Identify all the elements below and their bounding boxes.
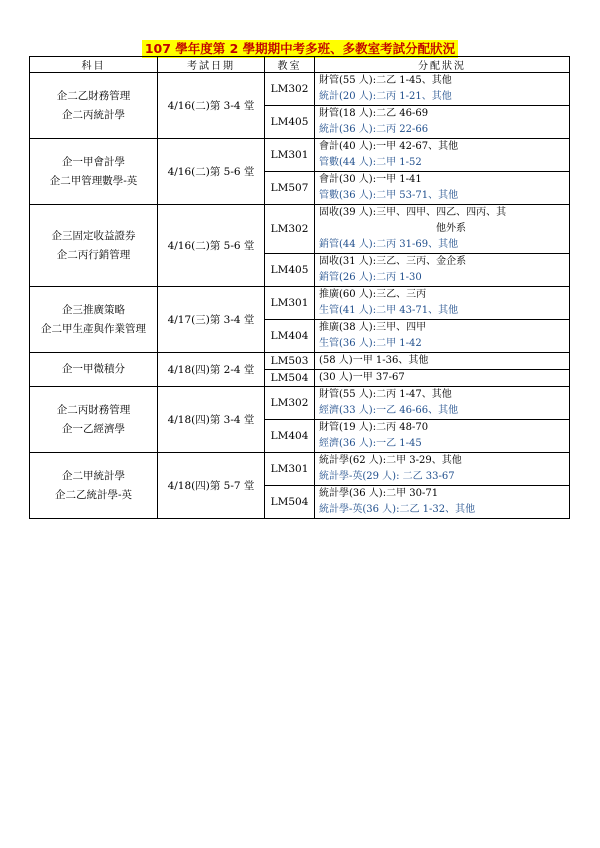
allocation-line: 推廣(60 人):三乙、三丙	[319, 289, 427, 300]
subject-name: 企二甲統計學	[62, 469, 125, 482]
allocation-line: 經濟(33 人):一乙 46-66、其他	[319, 405, 459, 416]
header-subject: 科目	[30, 57, 158, 73]
subject-name: 企一乙經濟學	[62, 422, 125, 435]
allocation-line: 固收(31 人):三乙、三丙、金企系	[319, 256, 467, 267]
subject-name: 企三推廣策略	[62, 303, 125, 316]
allocation-line: 統計學-英(29 人): 二乙 33-67	[319, 471, 455, 482]
allocation-cell	[315, 486, 570, 519]
subject-cell	[30, 205, 158, 287]
subject-cell	[30, 287, 158, 353]
header-room: 教室	[265, 57, 315, 73]
allocation-cell	[315, 172, 570, 205]
subject-name: 企二丙行銷管理	[56, 248, 131, 261]
allocation-line: (30 人)一甲 37-67	[319, 372, 405, 383]
page-title: 107 學年度第 2 學期期中考多班、多教室考試分配狀況	[142, 40, 458, 58]
exam-date-cell: 4/16(二)第 5-6 堂	[158, 205, 265, 287]
allocation-cell	[315, 320, 570, 353]
allocation-line: 統計學(62 人):二甲 3-29、其他	[319, 455, 462, 466]
subject-name: 企一甲微積分	[62, 363, 125, 375]
room-cell: LM504	[265, 370, 315, 387]
exam-date-cell: 4/17(三)第 3-4 堂	[158, 287, 265, 353]
allocation-line: 管數(36 人):二甲 53-71、其他	[319, 190, 459, 201]
table-row	[30, 453, 570, 486]
header-date: 考試日期	[158, 57, 265, 73]
allocation-line: 銷管(26 人):二丙 1-30	[319, 272, 422, 283]
allocation-cell	[315, 106, 570, 139]
room-cell: LM301	[265, 453, 315, 486]
allocation-line: 固收(39 人):三甲、四甲、四乙、四丙、其	[319, 207, 507, 218]
room-cell: LM302	[265, 387, 315, 420]
allocation-cell	[315, 353, 570, 370]
header-row	[30, 57, 570, 73]
room-cell: LM507	[265, 172, 315, 205]
subject-name: 企二丙財務管理	[56, 403, 131, 416]
table-row	[30, 139, 570, 172]
subject-cell	[30, 453, 158, 519]
room-cell: LM503	[265, 353, 315, 370]
subject-name: 企二丙統計學	[62, 108, 125, 121]
subject-name: 企一甲會計學	[62, 155, 125, 168]
subject-name: 企二甲生產與作業管理	[41, 322, 146, 335]
subject-cell	[30, 73, 158, 139]
table-row	[30, 205, 570, 254]
allocation-line: 生管(41 人):二甲 43-71、其他	[319, 305, 459, 316]
allocation-cell	[315, 73, 570, 106]
subject-cell	[30, 139, 158, 205]
exam-date-cell: 4/18(四)第 2-4 堂	[158, 353, 265, 387]
room-cell: LM404	[265, 420, 315, 453]
allocation-line: 管數(44 人):二甲 1-52	[319, 157, 422, 168]
allocation-cell	[315, 387, 570, 420]
title-wrapper	[0, 38, 600, 58]
subject-cell	[30, 387, 158, 453]
allocation-line: 推廣(38 人):三甲、四甲	[319, 322, 427, 333]
table-body	[30, 73, 570, 519]
allocation-cell	[315, 254, 570, 287]
room-cell: LM504	[265, 486, 315, 519]
allocation-line: 財管(55 人):二乙 1-45、其他	[319, 75, 452, 86]
allocation-line: 統計(20 人):二丙 1-21、其他	[319, 91, 452, 102]
allocation-line: 財管(55 人):二丙 1-47、其他	[319, 389, 452, 400]
allocation-line: 統計學-英(36 人):二乙 1-32、其他	[319, 504, 476, 515]
subject-cell	[30, 353, 158, 387]
allocation-line: 統計(36 人):二丙 22-66	[319, 124, 429, 135]
allocation-cell	[315, 287, 570, 320]
allocation-line: 會計(40 人):一甲 42-67、其他	[319, 141, 459, 152]
table-row	[30, 73, 570, 106]
exam-date-cell: 4/16(二)第 3-4 堂	[158, 73, 265, 139]
subject-name: 企二乙統計學-英	[54, 488, 133, 501]
allocation-line: 經濟(36 人):一乙 1-45	[319, 438, 422, 449]
exam-date-cell: 4/18(四)第 5-7 堂	[158, 453, 265, 519]
room-cell: LM302	[265, 73, 315, 106]
allocation-line: 財管(19 人):二丙 48-70	[319, 422, 429, 433]
allocation-line: (58 人)一甲 1-36、其他	[319, 355, 429, 366]
subject-name: 企三固定收益證券	[51, 229, 136, 242]
room-cell: LM405	[265, 106, 315, 139]
allocation-cell	[315, 420, 570, 453]
allocation-line: 統計學(36 人):二甲 30-71	[319, 488, 439, 499]
table-row	[30, 353, 570, 370]
allocation-cell	[315, 453, 570, 486]
table-row	[30, 387, 570, 420]
subject-name: 企二甲管理數學-英	[49, 174, 138, 187]
allocation-cell	[315, 370, 570, 387]
allocation-line: 銷管(44 人):二丙 31-69、其他	[319, 239, 459, 250]
exam-date-cell: 4/16(二)第 5-6 堂	[158, 139, 265, 205]
table-row	[30, 287, 570, 320]
allocation-cell	[315, 139, 570, 172]
allocation-line: 生管(36 人):二甲 1-42	[319, 338, 422, 349]
allocation-cell	[315, 205, 570, 254]
allocation-line: 財管(18 人):二乙 46-69	[319, 108, 429, 119]
room-cell: LM301	[265, 139, 315, 172]
room-cell: LM405	[265, 254, 315, 287]
exam-allocation-table	[29, 56, 570, 519]
allocation-line: 他外系	[436, 223, 466, 234]
header-allocation: 分配狀況	[315, 57, 570, 73]
allocation-line: 會計(30 人):一甲 1-41	[319, 174, 422, 185]
room-cell: LM404	[265, 320, 315, 353]
subject-name: 企二乙財務管理	[56, 89, 131, 102]
room-cell: LM301	[265, 287, 315, 320]
room-cell: LM302	[265, 205, 315, 254]
exam-date-cell: 4/18(四)第 3-4 堂	[158, 387, 265, 453]
